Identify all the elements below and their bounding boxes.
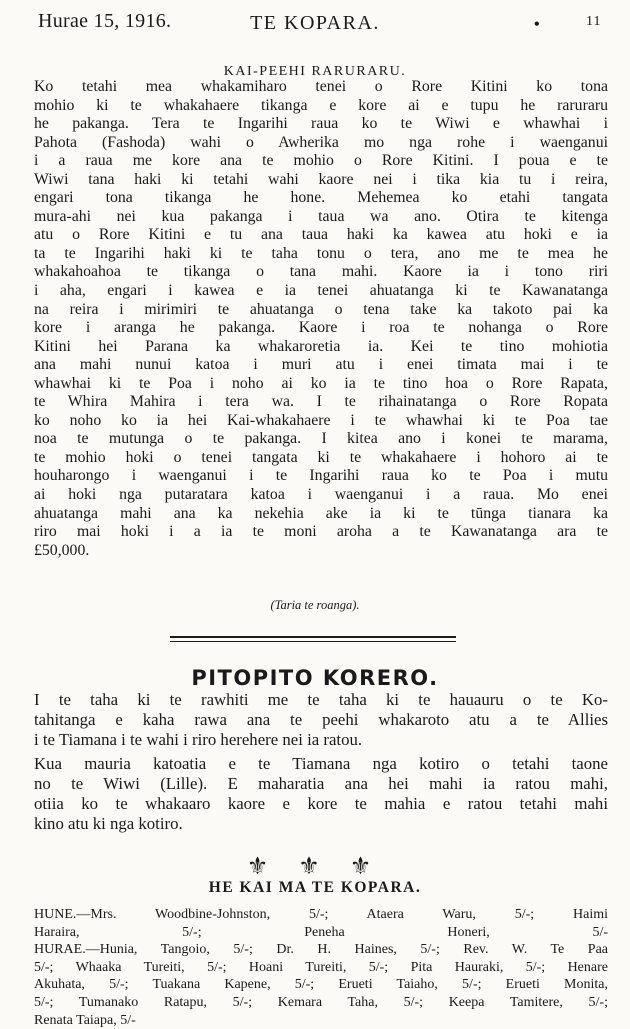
text-line: ahuatanga mahi ana ka nekehia ake ia ki te tūnga tianara ka	[34, 504, 608, 522]
text-line: Pahota (Fashoda) wahi o Awherika mo nga rohe i waenganui	[34, 133, 608, 151]
text-line: Ko tetahi mea whakamiharo tenei o Rore Kitini ko tona	[34, 78, 608, 95]
header-dot: •	[534, 16, 540, 33]
text-line: na reira i mirimiri te ahuatanga o tena take ka takoto pai ka	[34, 300, 608, 318]
text-line: 5/-; Whaaka Tureiti, 5/-; Hoani Tureiti, 5/-; Pita Hauraki, 5/-; Henare	[34, 959, 608, 975]
text-line: atu o Rore Kitini e tu ana taua haki ka kawea atu hoki e ia	[34, 226, 608, 244]
text-line: houharongo i waenganui i te Ingarihi raua ko te Poa i mutu	[34, 467, 608, 485]
text-line: kore i aranga he pakanga. Kaore i roa te nohanga o Rore	[34, 319, 608, 337]
text-line: ana mahi nunui katoa i muri atu i enei timata mai i te	[34, 356, 608, 374]
text-line: kino atu ki nga kotiro.	[34, 814, 183, 833]
text-line: ko noho ko ia hei Kai-whakahaere i te whawhai ki te Poa tae	[34, 411, 608, 429]
article-kai-peehi-title: KAI-PEEHI RARURARU.	[223, 64, 407, 79]
text-line: te Whira Mahira i tera wa. I te rihainatanga o Rore Ropata	[34, 393, 608, 411]
text-line: Wiwi tana haki ki tetahi wahi kaore nei i tika kia tu i reira,	[34, 170, 608, 188]
article-kai-peehi-body	[34, 78, 608, 560]
text-line: Kitini hei Parana ka whakaroretia ia. Kei te tino mohiotia	[34, 337, 608, 355]
text-line: tahitanga e kaha rawa ana te peehi whakaroto atu a te Allies	[34, 710, 608, 729]
text-line: whakahoahoa te tikanga o tana mahi. Kaore ia i tono riri	[34, 263, 608, 281]
text-line: no te Wiwi (Lille). E maharatia ana hei mahi ia ratou mahi,	[34, 774, 608, 793]
page-header	[0, 0, 630, 42]
text-line: £50,000.	[34, 541, 90, 559]
article-pitopito-title: PITOPITO KORERO.	[191, 666, 439, 690]
article-he-kai-title: HE KAI MA TE KOPARA.	[208, 879, 422, 896]
text-line: Haraira, 5/-; Peneha Honeri, 5/-	[34, 924, 608, 940]
text-line: te mohio hoki o tenei tangata ki te whakahaere i hohoro ai te	[34, 448, 608, 466]
text-line: HUNE.—Mrs. Woodbine-Johnston, 5/-; Ataera Waru, 5/-; Haimi	[34, 907, 608, 922]
fleur-ornaments: ⚜ ⚜ ⚜	[246, 854, 384, 880]
text-line: mura-ahi nei kua pakanga i taua wa ano. Otira te kitenga	[34, 207, 608, 225]
text-line: i te Tiamana i te wahi i riro herehere nei ia ratou.	[34, 730, 363, 749]
article-continuation-note: (Taria te roanga).	[270, 598, 360, 612]
text-line: i a raua me kore ana te mohio o Rore Kitini. I poua e te	[34, 152, 608, 170]
text-line: otiia ko te whakaaro kaore e kore te mahia e ratou tetahi mahi	[34, 794, 608, 813]
text-line: whawhai ki te Poa i noho ai ko ia te tino hoa o Rore Rapata,	[34, 374, 608, 392]
text-line: ta te Ingarihi haki ki te taha tonu o tera, ano me te mea he	[34, 244, 608, 262]
section-divider	[170, 636, 456, 642]
article-he-kai-body	[34, 906, 608, 1029]
text-line: Kua mauria katoatia e te Tiamana nga kotiro o tetahi taone	[34, 754, 608, 773]
issue-date: Hurae 15, 1916.	[38, 10, 172, 32]
page-number: 11	[586, 14, 602, 29]
article-pitopito-body	[34, 690, 608, 834]
text-line: Renata Taiapa, 5/-	[34, 1012, 136, 1028]
text-line: mohio ki te whakahaere tikanga e kore ai e tupu he raruraru	[34, 96, 608, 114]
text-line: 5/-; Tumanako Ratapu, 5/-; Kemara Taha, 5/-; Keepa Tamitere, 5/-;	[34, 994, 608, 1010]
text-line: he pakanga. Tera te Ingarihi raua ko te Wiwi e whawhai i	[34, 115, 608, 133]
text-line: riro mai hoki i a ia te moni aroha a te Kawanatanga ara te	[34, 523, 608, 541]
text-line: engari tona tikanga he hone. Mehemea ko etahi tangata	[34, 189, 608, 207]
text-line: Akuhata, 5/-; Tuakana Kapene, 5/-; Erueti Taiaho, 5/-; Erueti Monita,	[34, 977, 608, 993]
text-line: ai hoki nga putaratara katoa i waenganui i a raua. Mo enei	[34, 486, 608, 504]
text-line: HURAE.—Hunia, Tangoio, 5/-; Dr. H. Haines, 5/-; Rev. W. Te Paa	[34, 942, 608, 958]
publication-title: TE KOPARA.	[250, 12, 380, 34]
text-line: i aha, engari i kawea e ia tenei ahuatanga ki te Kawanatanga	[34, 282, 608, 300]
text-line: I te taha ki te rawhiti me te taha ki te hauauru o te Ko-	[34, 690, 608, 709]
text-line: noa te mutunga o te pakanga. I kitea ano i konei te marama,	[34, 430, 608, 448]
